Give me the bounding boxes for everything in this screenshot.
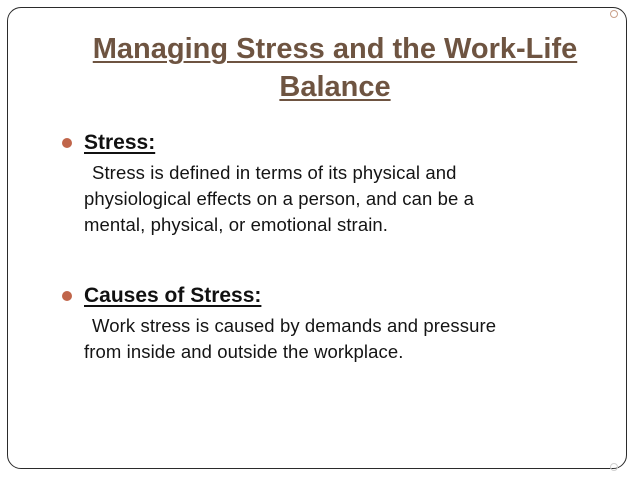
body-line: mental, physical, or emotional strain. — [84, 214, 389, 235]
bullet-heading-causes — [62, 283, 582, 309]
bullet-stress — [62, 130, 582, 238]
bullet-heading-label: Causes of Stress: — [84, 284, 262, 307]
bullet-dot-icon — [62, 138, 72, 148]
bullet-body-stress — [84, 160, 582, 238]
bullet-heading-label: Stress: — [84, 131, 156, 154]
corner-decoration — [610, 10, 618, 18]
bullet-causes-of-stress — [62, 283, 582, 365]
body-line: Stress is defined in terms of its physical and — [92, 162, 457, 183]
body-line: physiological effects on a person, and can be a — [84, 188, 475, 209]
bullet-heading-stress — [62, 130, 582, 156]
bullet-body-causes — [84, 313, 582, 365]
body-line: Work stress is caused by demands and pressure — [92, 315, 497, 336]
slide-title: Managing Stress and the Work-Life Balance — [92, 33, 578, 103]
bullet-dot-icon — [62, 291, 72, 301]
body-line: from inside and outside the workplace. — [84, 341, 404, 362]
corner-decoration-bottom — [610, 463, 618, 471]
